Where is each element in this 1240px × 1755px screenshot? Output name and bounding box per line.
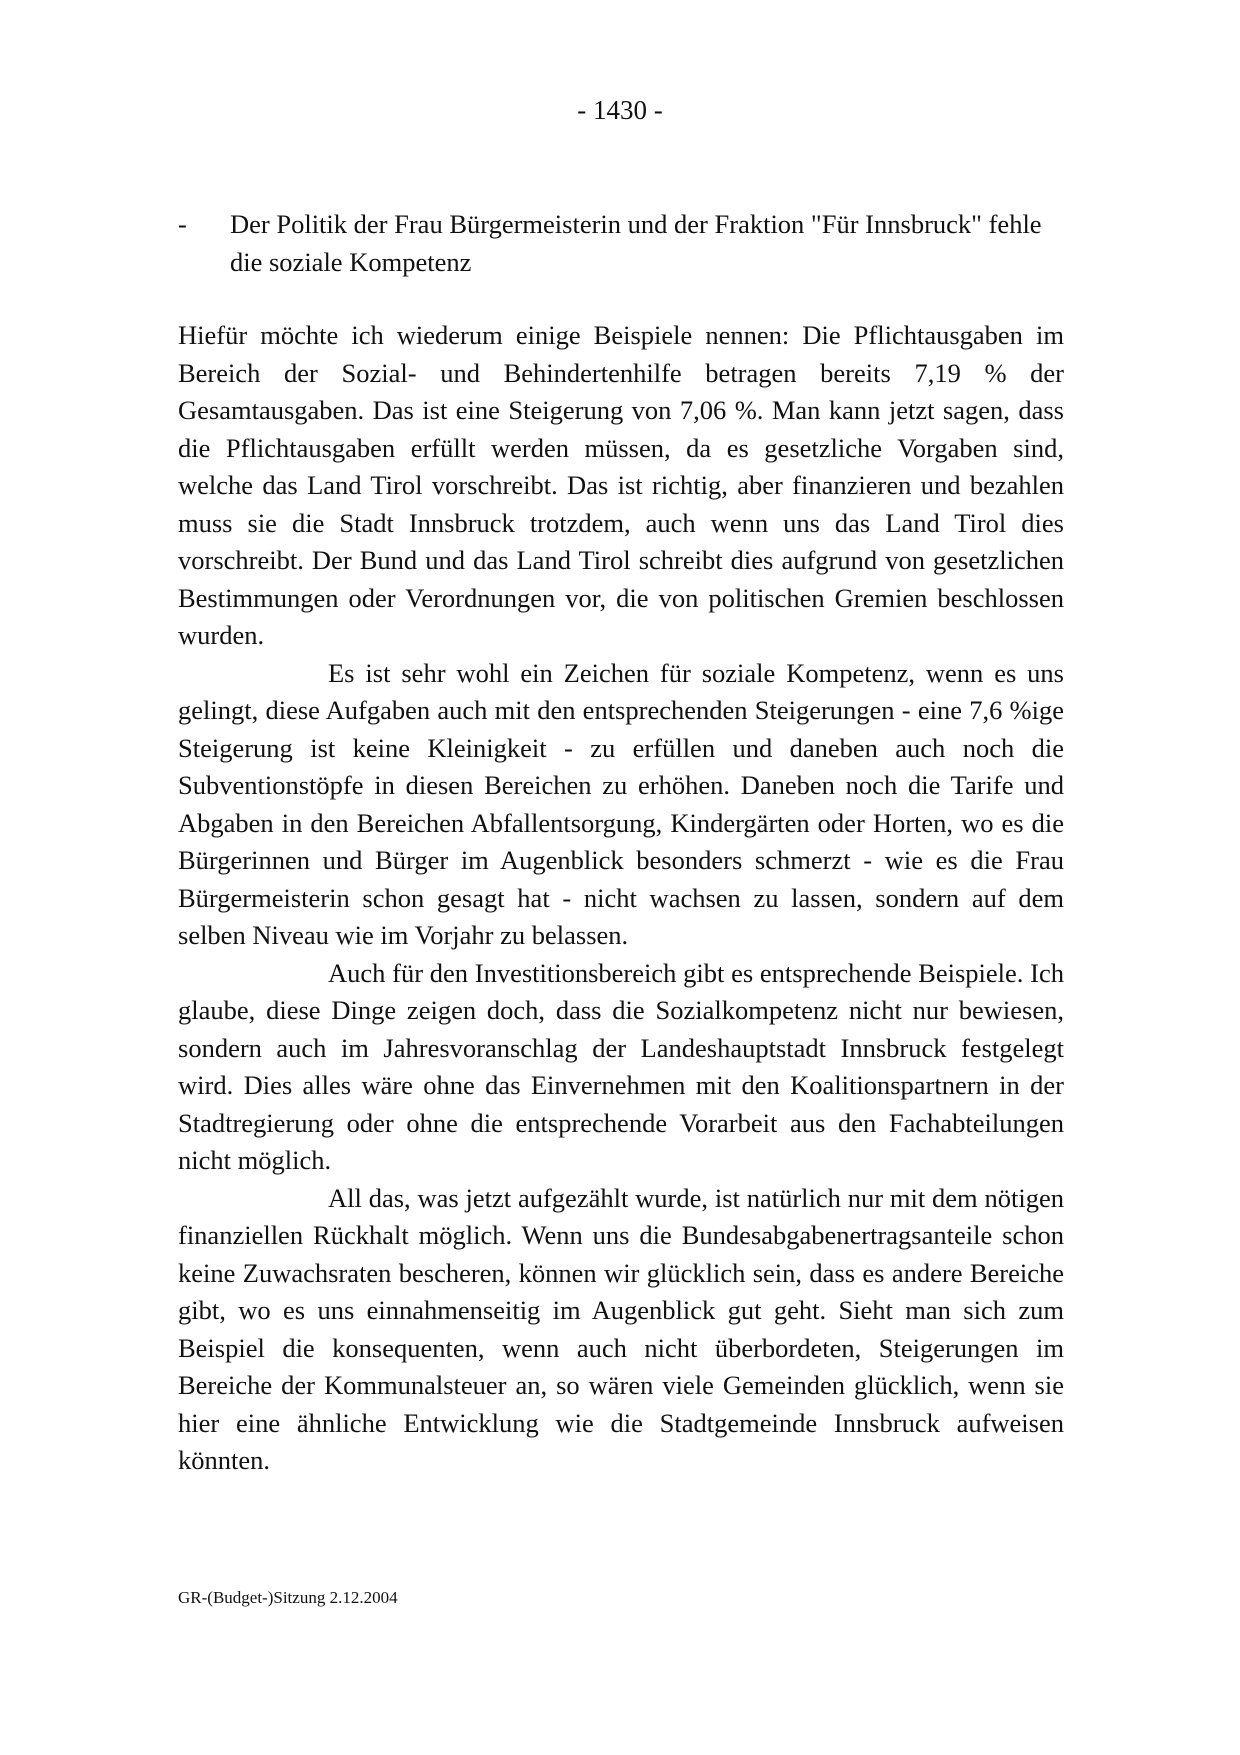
- document-body: [178, 206, 1064, 1480]
- bullet-item: [178, 206, 1064, 281]
- paragraph-2: Es ist sehr wohl ein Zeichen für soziale Kompetenz, wenn es uns gelingt, diese Aufgaben auch mit den entsprechenden Steigerungen - eine 7,6 %ige Steigerung ist keine Kleinigkeit - zu erfüllen und daneben auch noch die Subventionstöpfe in diesen Bereichen zu erhöhen. Daneben noch die Tarife und Abgaben in den Bereichen Abfallentsorgung, Kindergärten oder Horten, wo es die Bürgerinnen und Bürger im Augenblick besonders schmerzt - wie es die Frau Bürgermeisterin schon gesagt hat - nicht wachsen zu lassen, sondern auf dem selben Niveau wie im Vorjahr zu belassen.: [178, 657, 1064, 950]
- paragraph-1: Hiefür möchte ich wiederum einige Beispiele nennen: Die Pflichtausgaben im Bereich der Sozial- und Behindertenhilfe betragen bereits 7,19 % der Gesamtausgaben. Das ist eine Steigerung von 7,06 %. Man kann jetzt sagen, dass die Pflichtausgaben erfüllt werden müssen, da es gesetzliche Vorgaben sind, welche das Land Tirol vorschreibt. Das ist richtig, aber finanzieren und bezahlen muss sie die Stadt Innsbruck trotzdem, auch wenn uns das Land Tirol dies vorschreibt. Der Bund und das Land Tirol schreibt dies aufgrund von gesetzlichen Bestimmungen oder Verordnungen vor, die von politischen Gremien beschlossen wurden.: [178, 320, 1064, 650]
- bullet-text: Der Politik der Frau Bürgermeisterin und der Fraktion "Für Innsbruck" fehle die soziale Kompetenz: [230, 209, 1042, 277]
- page-number: - 1430 -: [577, 95, 663, 125]
- bullet-dash: -: [178, 209, 187, 239]
- paragraph-3: Auch für den Investitionsbereich gibt es entsprechende Beispiele. Ich glaube, diese Dinge zeigen doch, dass die Sozialkompetenz nicht nur bewiesen, sondern auch im Jahresvoranschlag der Landeshauptstadt Innsbruck festgelegt wird. Dies alles wäre ohne das Einvernehmen mit den Koalitionspartnern in der Stadtregierung oder ohne die entsprechende Vorarbeit aus den Fachabteilungen nicht möglich.: [178, 957, 1064, 1175]
- paragraph-4: All das, was jetzt aufgezählt wurde, ist natürlich nur mit dem nötigen finanziellen Rückhalt möglich. Wenn uns die Bundesabgabenertragsanteile schon keine Zuwachsraten bescheren, können wir glücklich sein, dass es andere Bereiche gibt, wo es uns einnahmenseitig im Augenblick gut geht. Sieht man sich zum Beispiel die konsequenten, wenn auch nicht überbordeten, Steigerungen im Bereiche der Kommunalsteuer an, so wären viele Gemeinden glücklich, wenn sie hier eine ähnliche Entwicklung wie die Stadtgemeinde Innsbruck aufweisen könnten.: [178, 1182, 1064, 1475]
- footer-session-info: GR-(Budget-)Sitzung 2.12.2004: [178, 1588, 398, 1607]
